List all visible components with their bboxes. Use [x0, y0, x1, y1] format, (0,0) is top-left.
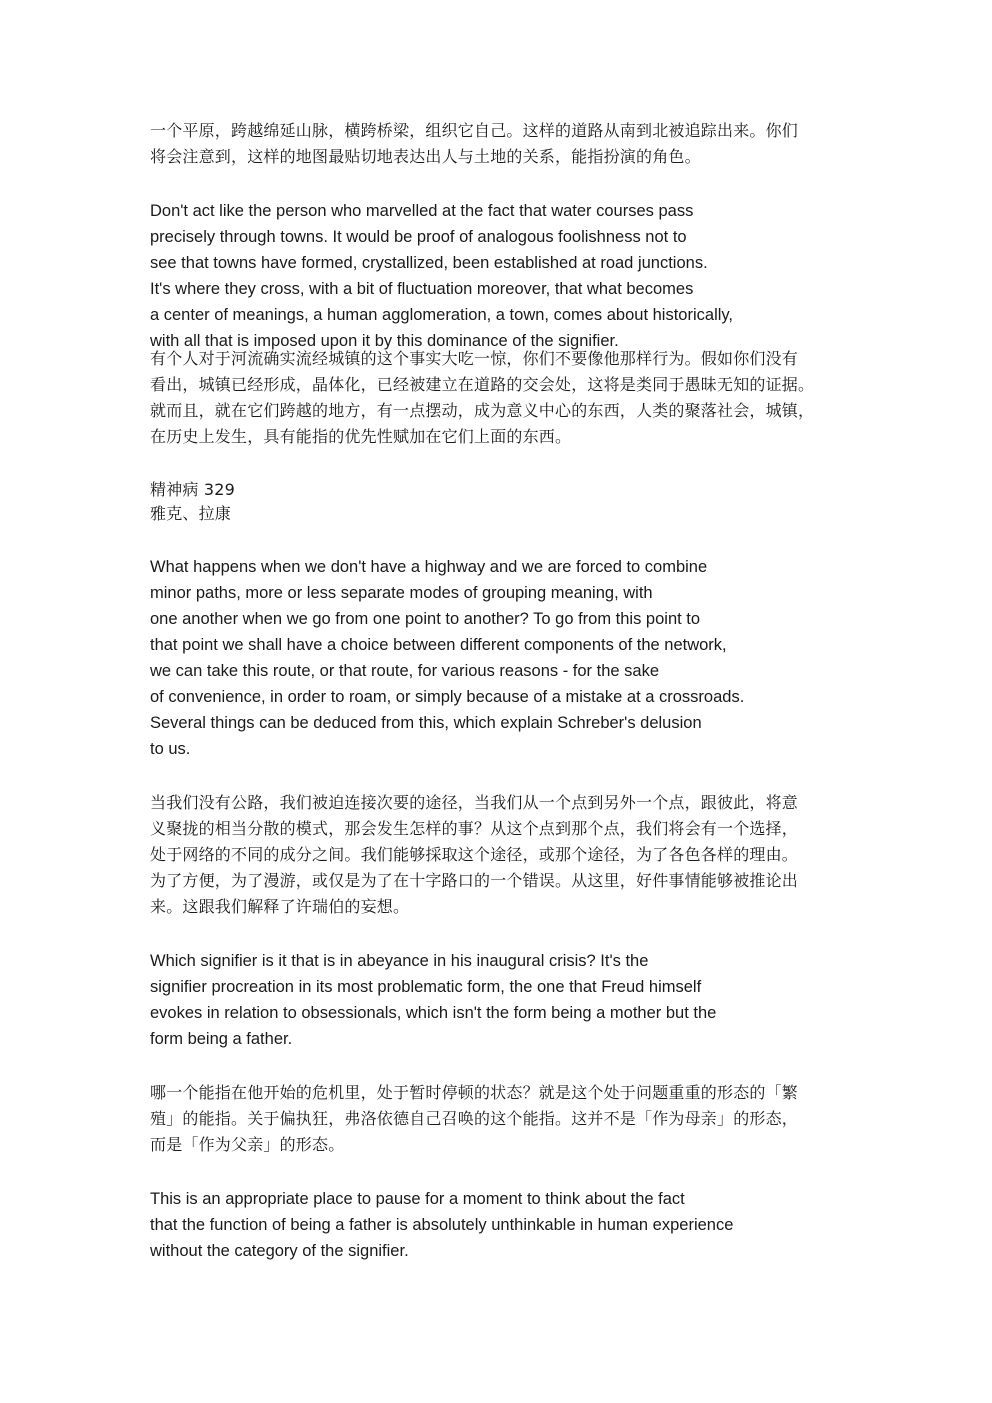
text-line: 哪一个能指在他开始的危机里，处于暂时停顿的状态？就是这个处于问题重重的形态的「繁 [150, 1083, 799, 1102]
text-line: 殖」的能指。关于偏执狂，弗洛依德自己召唤的这个能指。这并不是「作为母亲」的形态， [150, 1109, 799, 1128]
text-line: that the function of being a father is absolutely unthinkable in human experience [150, 1216, 734, 1234]
running-header [150, 478, 850, 526]
text-line: with all that is imposed upon it by this dominance of the signifier. [150, 332, 619, 350]
text-line: It's where they cross, with a bit of fluctuation moreover, that what becomes [150, 280, 694, 298]
text-line: 而是「作为父亲」的形态。 [150, 1135, 345, 1154]
text-line: one another when we go from one point to another? To go from this point to [150, 610, 701, 628]
text-line: precisely through towns. It would be proof of analogous foolishness not to [150, 228, 687, 246]
text-line: What happens when we don't have a highway and we are forced to combine [150, 558, 708, 576]
text-line: 一个平原，跨越绵延山脉，横跨桥梁，组织它自己。这样的道路从南到北被追踪出来。你们 [150, 121, 799, 140]
text-line: 在历史上发生，具有能指的优先性赋加在它们上面的东西。 [150, 427, 572, 446]
paragraph-en-1 [150, 198, 850, 354]
text-line: 将会注意到，这样的地图最贴切地表达出人与土地的关系，能指扮演的角色。 [150, 147, 701, 166]
text-line: see that towns have formed, crystallized, been established at road junctions. [150, 254, 708, 272]
text-line: 为了方便，为了漫游，或仅是为了在十字路口的一个错误。从这里，好件事情能够被推论出 [150, 871, 799, 890]
text-line: without the category of the signifier. [150, 1242, 409, 1260]
paragraph-en-3 [150, 948, 850, 1052]
text-line: 义聚拢的相当分散的模式，那会发生怎样的事？从这个点到那个点，我们将会有一个选择， [150, 819, 799, 838]
text-line: Which signifier is it that is in abeyance in his inaugural crisis? It's the [150, 952, 649, 970]
paragraph-zh-3 [150, 790, 850, 920]
text-line: Several things can be deduced from this, which explain Schreber's delusion [150, 714, 702, 732]
text-line: This is an appropriate place to pause for a moment to think about the fact [150, 1190, 685, 1208]
text-line: that point we shall have a choice between different components of the network, [150, 636, 727, 654]
text-line: evokes in relation to obsessionals, which isn't the form being a mother but the [150, 1004, 717, 1022]
paragraph-en-4 [150, 1186, 850, 1264]
text-line: 看出，城镇已经形成，晶体化，已经被建立在道路的交会处，这将是类同于愚昧无知的证据。 [150, 375, 815, 394]
paragraph-zh-1 [150, 118, 850, 170]
text-line: we can take this route, or that route, for various reasons - for the sake [150, 662, 660, 680]
text-line: 处于网络的不同的成分之间。我们能够採取这个途径，或那个途径，为了各色各样的理由。 [150, 845, 799, 864]
document-page [150, 118, 850, 1264]
text-line: 当我们没有公路，我们被迫连接次要的途径，当我们从一个点到另外一个点，跟彼此，将意 [150, 793, 799, 812]
text-line: Don't act like the person who marvelled at the fact that water courses pass [150, 202, 694, 220]
text-line: minor paths, more or less separate modes of grouping meaning, with [150, 584, 653, 602]
text-line: form being a father. [150, 1030, 293, 1048]
paragraph-zh-2 [150, 346, 850, 450]
text-line: 就而且，就在它们跨越的地方，有一点摆动，成为意义中心的东西，人类的聚落社会，城镇， [150, 401, 815, 420]
author-name: 雅克、拉康 [150, 504, 232, 523]
text-line: of convenience, in order to roam, or simply because of a mistake at a crossroads. [150, 688, 745, 706]
text-line: signifier procreation in its most problematic form, the one that Freud himself [150, 978, 702, 996]
text-line: to us. [150, 740, 191, 758]
text-line: 来。这跟我们解释了许瑞伯的妄想。 [150, 897, 410, 916]
paragraph-en-2 [150, 554, 850, 762]
book-title-page-number: 精神病 329 [150, 480, 236, 499]
text-line: a center of meanings, a human agglomeration, a town, comes about historically, [150, 306, 734, 324]
text-line: 有个人对于河流确实流经城镇的这个事实大吃一惊，你们不要像他那样行为。假如你们没有 [150, 349, 799, 368]
paragraph-zh-4 [150, 1080, 850, 1158]
